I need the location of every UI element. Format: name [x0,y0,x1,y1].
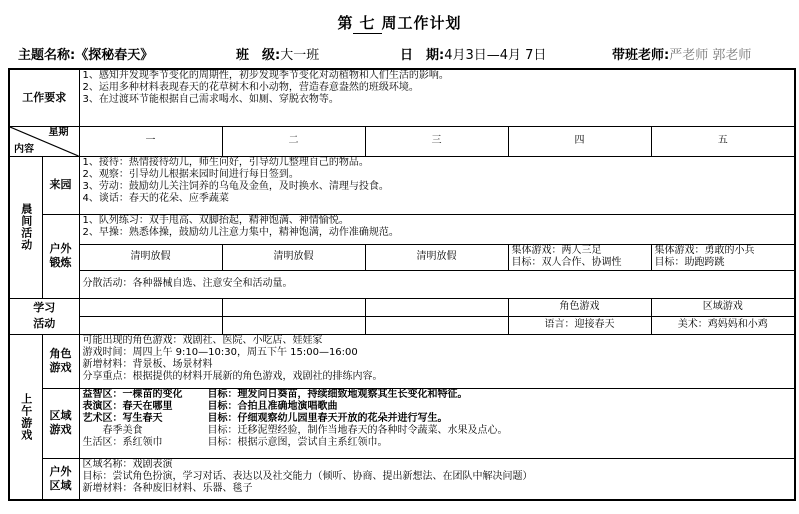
outdoor-area-line: 新增材料：各种废旧材料、乐器、毯子 [82,482,253,494]
outdoor-exercise-content [79,214,795,244]
outdoor-area-label: 户外区域 [42,458,79,500]
study-cell [79,298,222,316]
study-cell [365,316,508,334]
role-play-line: 可能出现的角色游戏：戏剧社、医院、小吃店、娃娃家 [82,334,323,346]
area-row: 艺术区：写生春天 目标：仔细观察幼儿园里春天开放的花朵并进行写生。 [82,412,448,424]
content-label: 内容 [14,143,34,155]
date-label: 日 期: [400,48,445,63]
morning-activity-label: 晨间活动 [9,156,42,298]
arrival-row [9,156,795,214]
arrival-item: 3、劳动：鼓励幼儿关注饲养的乌龟及金鱼，及时换水、清理与投食。 [82,180,389,192]
study-row-1 [9,298,795,316]
title-suffix: 周工作计划 [381,14,462,32]
title-prefix: 第 [337,14,354,32]
study-cell: 区域游戏 [651,298,795,316]
role-play-label: 角色游戏 [42,334,79,388]
requirements-label: 工作要求 [9,69,79,126]
role-play-line: 分享重点：根据提供的材料开展新的角色游戏，戏剧社的排练内容。 [82,370,383,382]
teacher-label: 带班老师: [612,48,670,63]
role-play-content [79,334,795,388]
requirements-row [9,69,795,126]
forenoon-game-label: 上午游戏 [9,334,42,500]
outdoor-area-line: 区域名称：戏剧表演 [82,458,173,470]
study-cell: 语言：迎接春天 [508,316,651,334]
day-wednesday: 三 [365,126,508,156]
study-cell [365,298,508,316]
study-activity-label: 学习活动 [9,298,79,334]
weekday-label: 星期 [48,126,69,138]
study-cell [222,316,365,334]
scattered-row [9,270,795,298]
day-friday: 五 [651,126,795,156]
weekday-header-row [9,126,795,156]
area-row: 表演区：春天在哪里 目标：合拍且准确地演唱歌曲 [82,400,338,412]
requirement-item: 2、运用多种材料表现春天的花草树木和小动物，营造春意盎然的班级环境。 [82,82,419,93]
outdoor-daily-cell: 清明放假 [79,244,222,270]
outdoor-daily-row [9,244,795,270]
week-number: 七 [353,12,381,34]
study-cell [222,298,365,316]
arrival-label: 来园 [42,156,79,214]
study-cell: 美术：鸡妈妈和小鸡 [651,316,795,334]
weekly-plan-table [8,68,796,501]
outdoor-item: 1、队列练习：双手甩高、双脚抬起，精神饱满、神情愉悦。 [82,214,349,226]
scattered-activity: 分散活动：各种器械自选、注意安全和活动量。 [79,270,795,298]
outdoor-daily-cell: 集体游戏：两人三足 目标：双人合作、协调性 [508,244,651,270]
arrival-item: 4、谈话：春天的花朵、应季蔬菜 [82,192,229,204]
study-row-2 [9,316,795,334]
day-monday: 一 [79,126,222,156]
outdoor-area-content [79,458,795,500]
role-play-line: 新增材料：背景板、场景材料 [82,358,213,370]
teacher-value: 严老师 郭老师 [669,48,752,63]
day-thursday: 四 [508,126,651,156]
weekday-diagonal-cell [9,126,79,156]
outdoor-area-line: 目标：尝试角色扮演，学习对话、表达以及社交能力（倾听、协商、提出新想法、在团队中解决问题） [82,470,533,482]
area-game-content [79,388,795,458]
day-tuesday: 二 [222,126,365,156]
area-game-label: 区域游戏 [42,388,79,458]
arrival-item: 2、观察：引导幼儿根据来园时间进行每日签到。 [82,168,299,180]
outdoor-item: 2、早操：熟悉体操，鼓励幼儿注意力集中，精神饱满，动作准确规范。 [82,226,399,238]
requirement-item: 1、感知并发现季节变化的周期性，初步发现季节变化对动植物和人们生活的影响。 [82,70,449,81]
outdoor-daily-cell: 清明放假 [365,244,508,270]
study-cell [79,316,222,334]
study-cell: 角色游戏 [508,298,651,316]
class-value: 大一班 [280,48,320,63]
area-game-row [9,388,795,458]
date-value: 4月3日—4月 7日 [444,48,547,63]
outdoor-exercise-row [9,214,795,244]
requirements-content [79,69,795,126]
outdoor-exercise-label: 户外锻炼 [42,214,79,298]
requirement-item: 3、在过渡环节能根据自己需求喝水、如厕、穿脱衣物等。 [82,94,339,105]
outdoor-area-row [9,458,795,500]
role-play-row [9,334,795,388]
arrival-content [79,156,795,214]
area-row: 春季美食 目标：迁移泥塑经验，制作当地春天的各种时令蔬菜、水果及点心。 [82,424,508,436]
arrival-item: 1、接待：热情接待幼儿，师生问好，引导幼儿整理自己的物品。 [82,156,369,168]
class-label: 班 级: [236,48,281,63]
area-row: 益智区：一棵苗的变化 目标：理发问日葵苗，持续细致地观察其生长变化和特征。 [82,388,468,400]
role-play-line: 游戏时间：周四上午 9:10—10:30，周五下午 15:00—16:00 [82,346,358,358]
theme-label: 主题名称: [18,48,76,63]
theme-value: 《探秘春天》 [75,48,154,63]
outdoor-daily-cell: 集体游戏：勇敢的小兵 目标：助跑跨跳 [651,244,795,270]
area-row: 生活区：系红领巾 目标：根据示意图，尝试自主系红领巾。 [82,436,388,448]
page-title [0,12,799,34]
outdoor-daily-cell: 清明放假 [222,244,365,270]
